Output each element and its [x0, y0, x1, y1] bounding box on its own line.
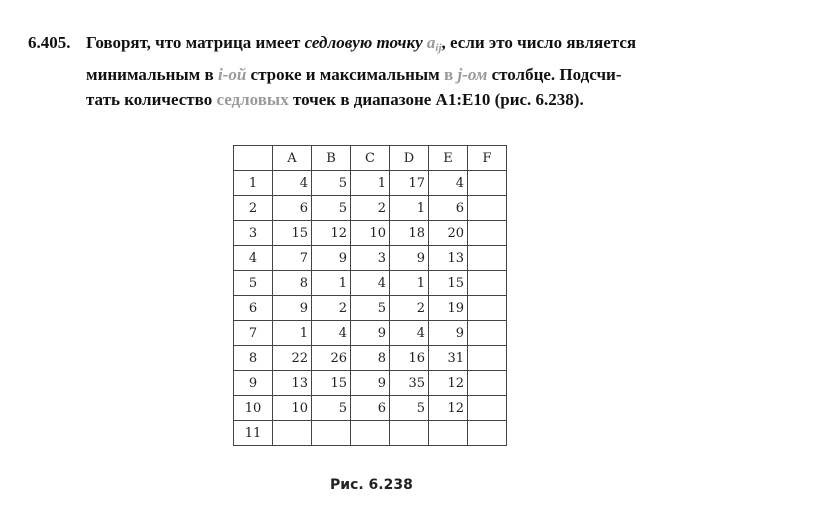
table-cell: 9 [273, 296, 312, 321]
table-cell: 5 [351, 296, 390, 321]
table-cell: 26 [312, 346, 351, 371]
table-cell: 15 [429, 271, 468, 296]
table-cell: 8 [351, 346, 390, 371]
figure-caption: Рис. 6.238 [330, 477, 413, 493]
table-row [234, 296, 507, 321]
table-cell [468, 321, 507, 346]
table-cell [468, 371, 507, 396]
figure-reference: (рис. 6.238). [490, 90, 584, 109]
table-cell: 1 [390, 196, 429, 221]
table-row [234, 346, 507, 371]
table-cell [468, 171, 507, 196]
variable-a-letter: a [426, 33, 436, 52]
variable-a-subscript: ij [435, 42, 442, 54]
table-row [234, 396, 507, 421]
table-cell [468, 346, 507, 371]
table-cell [468, 221, 507, 246]
table-cell [351, 421, 390, 446]
row-header: 10 [234, 396, 273, 421]
row-header: 8 [234, 346, 273, 371]
spreadsheet-body [234, 171, 507, 446]
problem-line-2 [86, 62, 788, 88]
table-cell: 13 [429, 246, 468, 271]
column-header-d: D [390, 146, 429, 171]
term-saddle-point: седловую точку [304, 33, 423, 52]
table-row [234, 321, 507, 346]
table-cell [468, 196, 507, 221]
row-header: 2 [234, 196, 273, 221]
row-header: 6 [234, 296, 273, 321]
table-cell: 19 [429, 296, 468, 321]
row-header: 3 [234, 221, 273, 246]
table-cell [468, 296, 507, 321]
table-cell [312, 421, 351, 446]
table-cell: 12 [312, 221, 351, 246]
table-cell: 18 [390, 221, 429, 246]
text-segment: строке и максимальным [246, 64, 445, 84]
table-cell: 12 [429, 371, 468, 396]
table-cell: 10 [273, 396, 312, 421]
table-row [234, 221, 507, 246]
table-row [234, 171, 507, 196]
spreadsheet-figure [233, 145, 507, 446]
text-segment: точек в диапазоне [288, 90, 436, 109]
table-cell: 6 [273, 196, 312, 221]
table-cell: 13 [273, 371, 312, 396]
column-header-b: B [312, 146, 351, 171]
table-cell: 9 [351, 371, 390, 396]
table-cell: 9 [351, 321, 390, 346]
table-cell: 4 [312, 321, 351, 346]
table-cell: 2 [390, 296, 429, 321]
table-cell: 5 [312, 196, 351, 221]
table-cell: 20 [429, 221, 468, 246]
column-header-row [234, 146, 507, 171]
table-cell [468, 421, 507, 446]
table-cell: 3 [351, 246, 390, 271]
text-segment: минимальным в [86, 64, 218, 84]
table-cell: 31 [429, 346, 468, 371]
table-cell: 1 [390, 271, 429, 296]
table-cell: 2 [312, 296, 351, 321]
table-cell: 17 [390, 171, 429, 196]
table-cell: 10 [351, 221, 390, 246]
table-cell: 35 [390, 371, 429, 396]
table-cell: 15 [312, 371, 351, 396]
row-header: 11 [234, 421, 273, 446]
table-cell: 5 [312, 396, 351, 421]
table-cell: 8 [273, 271, 312, 296]
text-segment-muted: в [444, 64, 458, 84]
column-header-e: E [429, 146, 468, 171]
row-header: 7 [234, 321, 273, 346]
table-cell: 1 [351, 171, 390, 196]
row-header: 1 [234, 171, 273, 196]
table-row [234, 421, 507, 446]
table-cell: 6 [351, 396, 390, 421]
cell-range: A1:E10 [435, 90, 491, 109]
table-cell: 9 [312, 246, 351, 271]
table-cell: 9 [390, 246, 429, 271]
table-cell: 16 [390, 346, 429, 371]
text-segment: Говорят, что матрица имеет [86, 33, 305, 52]
table-cell: 6 [429, 196, 468, 221]
table-cell [468, 396, 507, 421]
table-cell: 4 [390, 321, 429, 346]
problem-line-3 [86, 87, 788, 113]
variable-a [427, 33, 442, 52]
table-cell: 9 [429, 321, 468, 346]
term-j-column: j-ом [457, 64, 488, 84]
row-header: 4 [234, 246, 273, 271]
term-i-row: i-ой [217, 64, 247, 84]
term-saddle-muted: седловых [216, 90, 289, 109]
table-cell: 4 [351, 271, 390, 296]
table-row [234, 371, 507, 396]
table-cell: 1 [312, 271, 351, 296]
table-cell [390, 421, 429, 446]
table-cell: 5 [312, 171, 351, 196]
text-segment: , если это число является [441, 33, 637, 52]
problem-line-1 [86, 30, 788, 62]
table-cell: 4 [273, 171, 312, 196]
table-cell: 12 [429, 396, 468, 421]
table-row [234, 246, 507, 271]
table-row [234, 271, 507, 296]
text-segment: столбце. Подсчи- [487, 64, 622, 84]
row-header: 9 [234, 371, 273, 396]
table-cell: 2 [351, 196, 390, 221]
spreadsheet-grid [233, 145, 507, 446]
table-cell [468, 271, 507, 296]
table-row [234, 196, 507, 221]
table-cell: 1 [273, 321, 312, 346]
column-header-c: C [351, 146, 390, 171]
row-header: 5 [234, 271, 273, 296]
table-cell: 15 [273, 221, 312, 246]
table-cell [273, 421, 312, 446]
table-cell: 22 [273, 346, 312, 371]
column-header-a: A [273, 146, 312, 171]
table-cell: 4 [429, 171, 468, 196]
table-cell [468, 246, 507, 271]
problem-statement [28, 30, 788, 113]
table-cell: 7 [273, 246, 312, 271]
problem-number: 6.405. [28, 33, 71, 52]
text-segment: тать количество [86, 90, 217, 109]
table-cell [429, 421, 468, 446]
corner-cell [234, 146, 273, 171]
table-cell: 5 [390, 396, 429, 421]
column-header-f: F [468, 146, 507, 171]
